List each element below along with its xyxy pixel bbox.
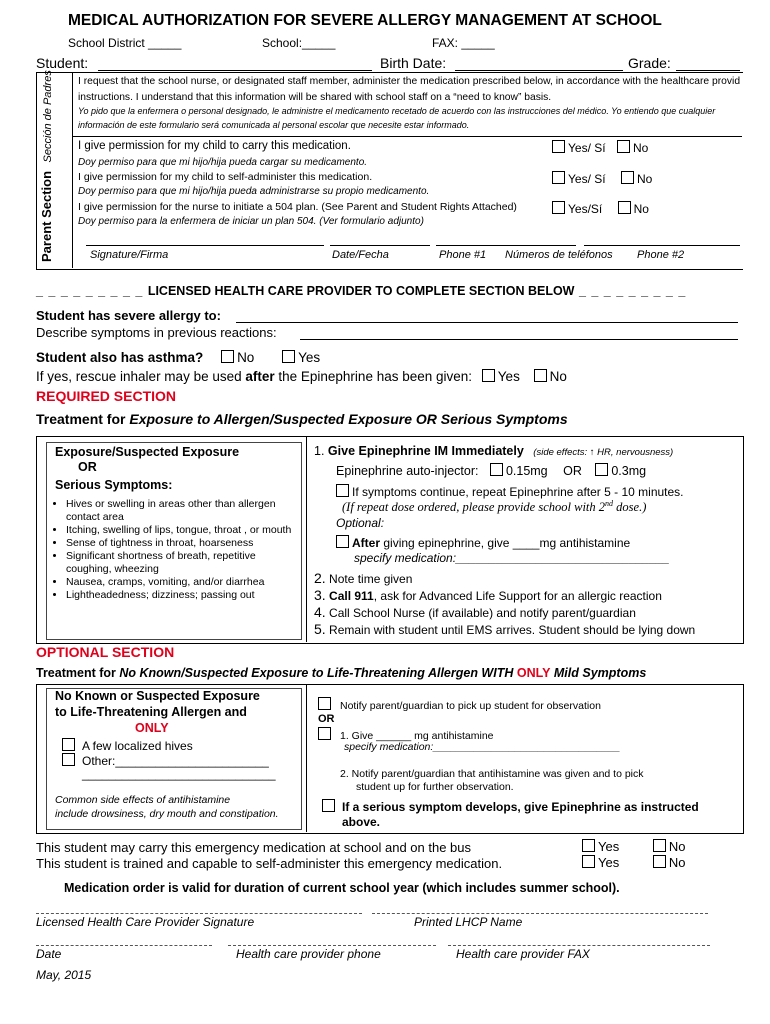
provider-phone-line[interactable]: [228, 945, 436, 946]
perm-carry-no-label: No: [632, 141, 649, 155]
lhcp-signature-line[interactable]: [36, 913, 362, 914]
after-antihistamine-row: After giving epinephrine, give ____mg antihistamine: [336, 535, 630, 550]
perm-carry-en: I give permission for my child to carry this medication.: [78, 140, 351, 152]
side-effects-line2: include drowsiness, dry mouth and constipation.: [55, 808, 279, 820]
birth-date-line[interactable]: [455, 70, 623, 71]
signature-line[interactable]: [86, 245, 324, 246]
perm-self-admin-yes-label: Yes/ Sí: [568, 172, 606, 186]
symptoms-list: [40, 498, 298, 602]
give-antihistamine-row: 1. Give ______ mg antihistamine: [318, 727, 494, 742]
serious-symptom-line2: above.: [342, 815, 381, 829]
symptom-item: • Itching, swelling of lips, tongue, throat , or mouth: [66, 524, 298, 537]
request-es-line2: información de este formulario será comunicada al personal escolar que necesite estar informado.: [78, 120, 470, 130]
provider-fax-label: Health care provider FAX: [456, 947, 590, 961]
symptom-item: • Lightheadedness; dizziness; passing out: [66, 589, 298, 602]
lhcp-name-line[interactable]: [372, 913, 708, 914]
fax-label: FAX: _____: [432, 36, 495, 50]
grade-label: Grade:: [628, 55, 671, 71]
required-specify: specify medication:________________________________: [354, 551, 670, 565]
signature-label: Signature/Firma: [90, 249, 169, 261]
date-label: Date/Fecha: [332, 249, 389, 261]
perm-carry-yes-checkbox[interactable]: [552, 140, 565, 153]
perm-carry-yes-label: Yes/ Sí: [568, 141, 606, 155]
perm-504-no-checkbox[interactable]: [618, 201, 631, 214]
required-left-or: OR: [78, 460, 97, 474]
date-signature-line[interactable]: [36, 945, 212, 946]
other-checkbox[interactable]: [62, 753, 75, 766]
form-title: MEDICAL AUTHORIZATION FOR SEVERE ALLERGY MANAGEMENT AT SCHOOL: [68, 12, 662, 29]
notify-pickup-row: Notify parent/guardian to pick up student for observation: [318, 697, 601, 712]
date-sign-label: Date: [36, 947, 62, 961]
lhcp-signature-label: Licensed Health Care Provider Signature: [36, 915, 255, 929]
optional-treatment-title: Treatment for No Known/Suspected Exposure to Life-Threatening Allergen WITH ONLY Mild Symptoms: [36, 666, 647, 680]
perm-carry-es: Doy permiso para que mi hijo/hija pueda cargar su medicamento.: [78, 157, 368, 168]
provider-fax-line[interactable]: [448, 945, 710, 946]
other-line[interactable]: _____________________________: [82, 767, 276, 781]
required-left-title2: Serious Symptoms:: [55, 478, 173, 492]
step3-row: 3. Call 911, ask for Advanced Life Support for an allergic reaction: [314, 587, 662, 603]
phone1-line[interactable]: [436, 245, 576, 246]
perm-carry-no-checkbox[interactable]: [617, 140, 630, 153]
inhaler-no-label: No: [549, 369, 567, 384]
severe-allergy-line[interactable]: [236, 322, 738, 323]
perm-504-no-label: No: [633, 202, 649, 216]
inhaler-yes-label: Yes: [497, 369, 520, 384]
inhaler-yes-checkbox[interactable]: [482, 369, 495, 382]
perm-504-yes-label: Yes/Sí: [568, 202, 603, 216]
asthma-yes-label: Yes: [298, 350, 321, 365]
school-label: School:_____: [262, 36, 336, 50]
step1-row: 1. Give Epinephrine IM Immediately (side effects: ↑ HR, nervousness): [314, 444, 674, 458]
inhaler-no-checkbox[interactable]: [534, 369, 547, 382]
grade-line[interactable]: [676, 70, 740, 71]
severe-allergy-label: Student has severe allergy to:: [36, 308, 221, 323]
birth-date-label: Birth Date:: [380, 55, 447, 71]
symptom-item: • Nausea, cramps, vomiting, and/or diarrhea: [66, 576, 298, 589]
step5-row: 5. Remain with student until EMS arrives. Student should be lying down: [314, 621, 696, 637]
phone1-label: Phone #1: [439, 249, 487, 261]
validity-statement: Medication order is valid for duration of current school year (which includes summer school).: [64, 881, 620, 895]
hives-row: A few localized hives: [62, 738, 193, 753]
required-left-title1: Exposure/Suspected Exposure: [55, 445, 240, 459]
describe-symptoms-line[interactable]: [300, 339, 738, 340]
notify-given-line2: student up for further observation.: [356, 781, 514, 793]
school-district-label: School District _____: [68, 36, 182, 50]
required-divider: [306, 436, 307, 642]
serious-symptom-checkbox[interactable]: [322, 799, 335, 812]
perm-carry-choice: [552, 140, 648, 155]
perm-self-admin-es: Doy permiso para que mi hijo/hija pueda administrarse su propio medicamento.: [78, 186, 430, 197]
symptom-item: • Significant shortness of breath, repetitive coughing, wheezing: [66, 550, 298, 576]
trained-statement: This student is trained and capable to self-administer this emergency medication.: [36, 856, 503, 871]
other-row: Other:_______________________: [62, 753, 269, 768]
optional-label: Optional:: [336, 516, 385, 530]
trained-yes-checkbox[interactable]: [582, 855, 595, 868]
dose-03-checkbox[interactable]: [595, 463, 608, 476]
perm-504-choice: [552, 201, 649, 216]
parent-side-divider: [72, 72, 73, 268]
date-line[interactable]: [330, 245, 430, 246]
serious-symptom-row: If a serious symptom develops, give Epinephrine as instructed: [322, 799, 699, 814]
parent-section-side-label: Parent Section Sección de Padres: [39, 70, 54, 262]
optional-specify: specify medication:________________________________: [344, 741, 621, 753]
asthma-yes-checkbox[interactable]: [282, 350, 295, 363]
carry-yes-checkbox[interactable]: [582, 839, 595, 852]
asthma-no-label: No: [237, 350, 255, 365]
symptom-item: • Sense of tightness in throat, hoarseness: [66, 537, 298, 550]
student-label: Student:: [36, 55, 89, 71]
describe-symptoms-label: Describe symptoms in previous reactions:: [36, 325, 277, 340]
hives-checkbox[interactable]: [62, 738, 75, 751]
optional-left-title1: No Known or Suspected Exposure: [55, 689, 260, 703]
trained-no-checkbox[interactable]: [653, 855, 666, 868]
symptom-item: • Hives or swelling in areas other than allergen contact area: [66, 498, 298, 524]
request-es-line1: Yo pido que la enfermera o personal designado, le administre el medicamento recetado de acuerdo con las instrucciones del médico. Yo entiendo que cualquier: [78, 106, 716, 116]
optional-or: OR: [318, 713, 335, 725]
lhcp-name-label: Printed LHCP Name: [414, 915, 523, 929]
optional-divider: [306, 684, 307, 832]
request-en-line1: I request that the school nurse, or designated staff member, administer the medication prescribed below, in accordance with the healthcare provid: [78, 76, 741, 87]
after-antihistamine-checkbox[interactable]: [336, 535, 349, 548]
student-name-line[interactable]: [98, 70, 372, 71]
notify-pickup-checkbox[interactable]: [318, 697, 331, 710]
parent-rule: [72, 136, 742, 137]
give-antihistamine-checkbox[interactable]: [318, 727, 331, 740]
carry-statement: This student may carry this emergency medication at school and on the bus: [36, 840, 471, 855]
repeat-row: If symptoms continue, repeat Epinephrine after 5 - 10 minutes.: [336, 484, 684, 499]
perm-self-admin-yes-checkbox[interactable]: [552, 171, 565, 184]
step4-row: 4. Call School Nurse (if available) and notify parent/guardian: [314, 604, 636, 620]
phone2-line[interactable]: [584, 245, 740, 246]
asthma-label: Student also has asthma?: [36, 350, 204, 365]
optional-heading: OPTIONAL SECTION: [36, 644, 175, 660]
step2-row: 2. Note time given: [314, 570, 413, 586]
trained-choice: Yes No: [582, 855, 685, 870]
perm-504-yes-checkbox[interactable]: [552, 201, 565, 214]
perm-504-es: Doy permiso para la enfermera de iniciar un plan 504. (Ver formulario adjunto): [78, 216, 424, 227]
perm-self-admin-en: I give permission for my child to self-administer this medication.: [78, 171, 373, 183]
phones-es-label: Números de teléfonos: [505, 249, 613, 261]
optional-left-only: ONLY: [135, 721, 169, 735]
repeat-checkbox[interactable]: [336, 484, 349, 497]
perm-504-en: I give permission for the nurse to initiate a 504 plan. (See Parent and Student Rights Attached): [78, 201, 517, 213]
notify-given-line1: 2. Notify parent/guardian that antihistamine was given and to pick: [340, 768, 644, 780]
dose-015-checkbox[interactable]: [490, 463, 503, 476]
provider-phone-label: Health care provider phone: [236, 947, 381, 961]
required-heading: REQUIRED SECTION: [36, 388, 177, 404]
phone2-label: Phone #2: [637, 249, 685, 261]
optional-left-title2: to Life-Threatening Allergen and: [55, 705, 247, 719]
inhaler-row: If yes, rescue inhaler may be used after the Epinephrine has been given: Yes No: [36, 369, 567, 384]
perm-self-admin-no-checkbox[interactable]: [621, 171, 634, 184]
request-en-line2: instructions. I understand that this information will be shared with school staff on a “need to know” basis.: [78, 92, 552, 103]
required-treatment-title: Treatment for Exposure to Allergen/Suspected Exposure OR Serious Symptoms: [36, 411, 568, 427]
autoinjector-row: Epinephrine auto-injector: 0.15mg OR 0.3mg: [336, 464, 647, 478]
asthma-no-checkbox[interactable]: [221, 350, 234, 363]
revision-date: May, 2015: [36, 968, 92, 982]
repeat-note: (If repeat dose ordered, please provide school with 2nd dose.): [342, 499, 647, 515]
carry-no-checkbox[interactable]: [653, 839, 666, 852]
side-effects-line1: Common side effects of antihistamine: [55, 794, 231, 806]
perm-self-admin-choice: [552, 171, 652, 186]
asthma-row: [36, 350, 320, 365]
provider-banner: _ _ _ _ _ _ _ _ _ LICENSED HEALTH CARE PROVIDER TO COMPLETE SECTION BELOW _ _ _ _ _ _ _ _ _: [36, 284, 687, 298]
carry-choice: Yes No: [582, 839, 685, 854]
perm-self-admin-no-label: No: [636, 172, 653, 186]
